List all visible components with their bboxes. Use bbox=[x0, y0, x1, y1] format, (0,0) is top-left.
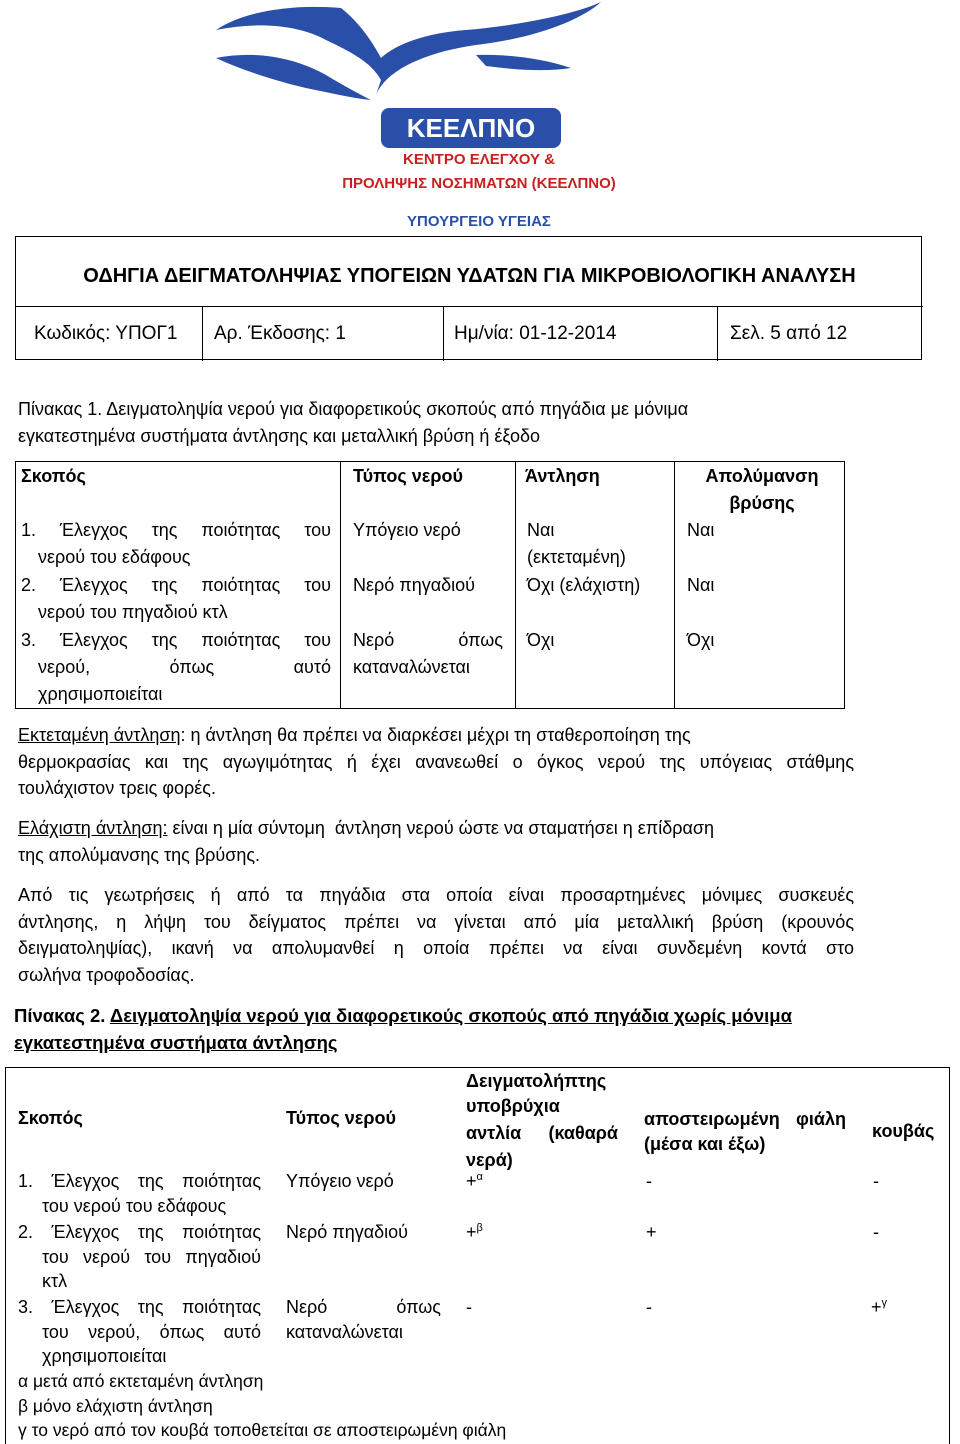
divider bbox=[443, 307, 444, 361]
table-row: 3. Έλεγχος της ποιότητας του νερού, όπως αυτό χρησιμοποιείται bbox=[21, 630, 331, 704]
document-date: Ημ/νία: 01-12-2014 bbox=[454, 323, 617, 344]
edition-number: Αρ. Έκδοσης: 1 bbox=[214, 323, 346, 344]
keelpno-logo bbox=[176, 0, 782, 235]
col-header-disinfection: Απολύμανση βρύσης bbox=[705, 466, 819, 513]
logo-name: ΚΕΕΛΠΝΟ bbox=[406, 113, 536, 143]
col-header-purpose: Σκοπός bbox=[21, 466, 86, 486]
footnotes bbox=[18, 1369, 506, 1443]
footnote-alpha: α μετά από εκτεταμένη άντληση bbox=[18, 1371, 264, 1391]
divider bbox=[202, 307, 203, 361]
table1: Σκοπός Τύπος νερού Άντληση Απολύμανση βρύσης 1. Έλεγχος της ποιότητας του νερού του εδάφους Υπόγειο νερό Ναι (εκτεταμένη) Ναι 2. Έλεγχος της ποιότητας του νερού του πηγαδιού κτλ Νερό πηγαδιού Όχι (ελάχιστη) Ναι 3. Έλεγχος της ποιότητας του νερού, όπως αυτό χρησιμοποιείται Νερό όπως καταναλώνεται Όχι Όχι bbox=[15, 461, 845, 709]
footnote-beta: β μόνο ελάχιστη άντληση bbox=[18, 1395, 213, 1416]
col-header-bottle: αποστειρωμένη φιάλη (μέσα και έξω) bbox=[644, 1109, 846, 1154]
note-minimal-pumping: Ελάχιστη άντληση: είναι η μία σύντομη άντληση νερού ώστε να σταματήσει η επίδραση της απολύμανσης της βρύσης. bbox=[18, 818, 715, 865]
footnote-gamma: γ το νερό από τον κουβά τοποθετείται σε αποστειρωμένη φιάλη bbox=[18, 1420, 507, 1440]
col-header-bucket: κουβάς bbox=[872, 1121, 935, 1141]
col-header-purpose: Σκοπός bbox=[18, 1108, 83, 1128]
table-row: 3. Έλεγχος της ποιότητας του νερού, όπως αυτό χρησιμοποιείται bbox=[18, 1297, 261, 1366]
col-header-sampler: Δειγματολήπτης bbox=[466, 1071, 607, 1091]
col-header-pump: υποβρύχια αντλία (καθαρά νερά) bbox=[466, 1096, 618, 1170]
document-code: Κωδικός: ΥΠΟΓ1 bbox=[34, 323, 178, 344]
col-header-water-type: Τύπος νερού bbox=[286, 1108, 396, 1128]
document-header bbox=[15, 236, 922, 360]
divider bbox=[717, 307, 718, 361]
table2-caption: Πίνακας 2. Δειγματοληψία νερού για διαφορετικούς σκοπούς από πηγάδια χωρίς μόνιμα εγκατεστημένα συστήματα άντλησης bbox=[14, 1005, 792, 1053]
table-row: 2. Έλεγχος της ποιότητας του νερού του πηγαδιού κτλ bbox=[18, 1222, 261, 1291]
dove-icon bbox=[216, 2, 601, 100]
table-row: 1. Έλεγχος της ποιότητας του νερού του εδάφους bbox=[18, 1171, 261, 1216]
page-number: Σελ. 5 από 12 bbox=[730, 323, 848, 344]
table1-caption: Πίνακας 1. Δειγματοληψία νερού για διαφορετικούς σκοπούς από πηγάδια με μόνιμα εγκατεστημένα συστήματα άντλησης και μεταλλική βρύση ή έξοδο bbox=[18, 399, 689, 446]
col-header-water-type: Τύπος νερού bbox=[353, 466, 463, 486]
note-extended-pumping: Εκτεταμένη άντληση: η άντληση θα πρέπει να διαρκέσει μέχρι τη σταθεροποίηση της θερμοκρασίας και της αγωγιμότητας ή έχει ανανεωθεί ο όγκος νερού της υπόγειας στάθμης τουλάχιστον τρεις φορές. bbox=[18, 725, 854, 798]
paragraph: Από τις γεωτρήσεις ή από τα πηγάδια στα οποία είναι προσαρτημένες μόνιμες συσκευές άντλησης, η λήψη του δείγματος πρέπει να γίνεται από μία μεταλλική βρύση (κρουνός δειγματοληψίας), ικανή να απολυμανθεί η οποία πρέπει να είναι συνδεμένη κοντά στο σωλήνα τροφοδοσίας. bbox=[18, 885, 854, 985]
divider bbox=[16, 306, 923, 307]
col-header-pumping: Άντληση bbox=[525, 466, 600, 486]
svg-text:ΚΕΝΤΡΟ ΕΛΕΓΧΟΥ &: ΚΕΝΤΡΟ ΕΛΕΓΧΟΥ & bbox=[403, 151, 555, 168]
document-title: ΟΔΗΓΙΑ ΔΕΙΓΜΑΤΟΛΗΨΙΑΣ ΥΠΟΓΕΙΩΝ ΥΔΑΤΩΝ ΓΙΑ ΜΙΚΡΟΒΙΟΛΟΓΙΚΗ ΑΝΑΛΥΣΗ bbox=[83, 265, 856, 287]
table-row: 1. Έλεγχος της ποιότητας του νερού του εδάφους bbox=[21, 520, 331, 567]
table-row: 2. Έλεγχος της ποιότητας του νερού του πηγαδιού κτλ bbox=[21, 575, 331, 622]
svg-text:ΥΠΟΥΡΓΕΙΟ ΥΓΕΙΑΣ: ΥΠΟΥΡΓΕΙΟ ΥΓΕΙΑΣ bbox=[407, 213, 551, 230]
table2: Σκοπός Τύπος νερού Δειγματολήπτης υποβρύχια αντλία (καθαρά νερά) αποστειρωμένη φιάλη (μέσα και έξω) κουβάς 1. Έλεγχος της ποιότητας του νερού του εδάφους Υπόγειο νερό +$^\alpha$ - - 2. Έλεγχος της ποιότητας του νερού του πηγαδιού κτλ Νερό πηγαδιού +$^\beta$ + - 3. Έλεγχος της ποιότητας του νερού, όπως αυτό χρησιμοποιείται Νερό όπως καταναλώνεται - - +$^\gamma$ α μετά από εκτεταμένη άντληση β μόνο ελάχιστη άντληση γ το νερό από τον κουβά τοποθετείται σε αποστειρωμένη φιάλη bbox=[5, 1067, 955, 1444]
svg-text:ΠΡΟΛΗΨΗΣ ΝΟΣΗΜΑΤΩΝ (ΚΕΕΛΠΝΟ): ΠΡΟΛΗΨΗΣ ΝΟΣΗΜΑΤΩΝ (ΚΕΕΛΠΝΟ) bbox=[342, 175, 616, 192]
